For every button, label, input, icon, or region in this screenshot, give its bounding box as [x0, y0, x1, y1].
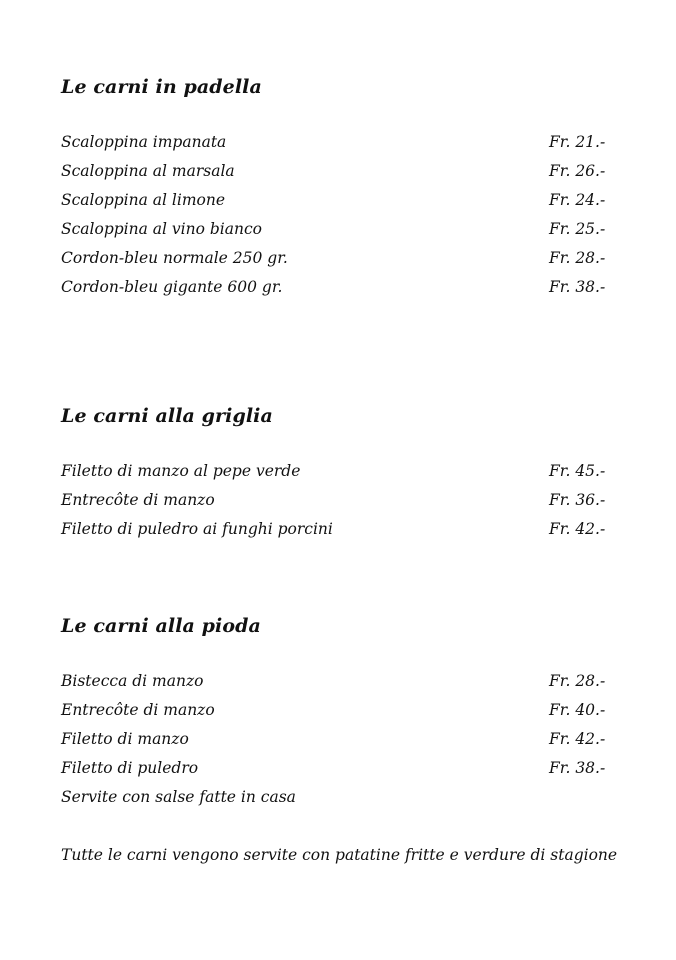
- menu-item-price: Fr. 26.-: [549, 162, 606, 180]
- menu-item-name: Filetto di manzo al pepe verde: [61, 462, 301, 480]
- menu-item-name: Filetto di manzo: [61, 730, 189, 748]
- menu-list-pioda: [61, 667, 621, 783]
- menu-item-name: Filetto di puledro ai funghi porcini: [61, 520, 333, 538]
- menu-list-griglia: [61, 457, 621, 544]
- section-title-griglia: Le carni alla griglia: [61, 405, 273, 427]
- menu-item-price: Fr. 21.-: [549, 133, 606, 151]
- menu-item: [61, 486, 621, 515]
- menu-item-price: Fr. 45.-: [549, 462, 606, 480]
- menu-list-padella: [61, 128, 621, 302]
- menu-item-name: Scaloppina al limone: [61, 191, 226, 209]
- menu-item: [61, 725, 621, 754]
- menu-item-name: Entrecôte di manzo: [61, 491, 215, 509]
- menu-item: [61, 667, 621, 696]
- menu-item: [61, 457, 621, 486]
- footer-note: Tutte le carni vengono servite con patatine fritte e verdure di stagione: [61, 846, 618, 864]
- menu-item-name: Scaloppina al vino bianco: [61, 220, 262, 238]
- menu-item-price: Fr. 28.-: [549, 672, 606, 690]
- menu-item-price: Fr. 38.-: [549, 759, 606, 777]
- menu-item: [61, 128, 621, 157]
- menu-item: [61, 244, 621, 273]
- menu-item: [61, 215, 621, 244]
- section-title-padella: Le carni in padella: [61, 76, 262, 98]
- sauce-note: Servite con salse fatte in casa: [61, 788, 296, 806]
- menu-item-price: Fr. 25.-: [549, 220, 606, 238]
- menu-item-price: Fr. 42.-: [549, 520, 606, 538]
- section-title-pioda: Le carni alla pioda: [61, 615, 261, 637]
- menu-item-price: Fr. 42.-: [549, 730, 606, 748]
- menu-item-price: Fr. 38.-: [549, 278, 606, 296]
- menu-item-name: Cordon-bleu normale 250 gr.: [61, 249, 288, 267]
- menu-item-name: Scaloppina impanata: [61, 133, 227, 151]
- menu-item: [61, 696, 621, 725]
- menu-item: [61, 515, 621, 544]
- menu-item-name: Entrecôte di manzo: [61, 701, 215, 719]
- menu-item-name: Bistecca di manzo: [61, 672, 204, 690]
- menu-item-price: Fr. 24.-: [549, 191, 606, 209]
- menu-item-price: Fr. 28.-: [549, 249, 606, 267]
- menu-item: [61, 754, 621, 783]
- menu-item: [61, 157, 621, 186]
- menu-item-name: Scaloppina al marsala: [61, 162, 235, 180]
- menu-item-price: Fr. 36.-: [549, 491, 606, 509]
- menu-item-name: Cordon-bleu gigante 600 gr.: [61, 278, 283, 296]
- menu-item-name: Filetto di puledro: [61, 759, 199, 777]
- menu-item-price: Fr. 40.-: [549, 701, 606, 719]
- menu-item: [61, 186, 621, 215]
- menu-item: [61, 273, 621, 302]
